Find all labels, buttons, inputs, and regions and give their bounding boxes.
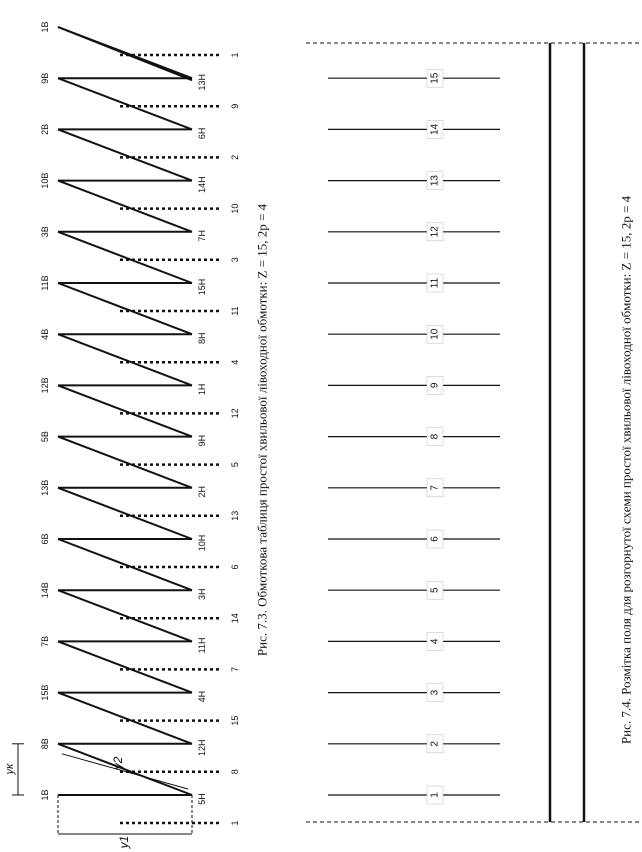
lower-side-label: 5Н [197,793,207,805]
lower-side-label: 8Н [197,332,207,344]
diagonal-connection [58,641,192,692]
diagonal-connection [58,693,192,744]
diagonal-connection [58,385,192,436]
dotted-number-label: 1 [230,820,240,826]
lower-side-label: 4Н [197,690,207,703]
lower-side-label: 15Н [197,278,207,296]
slot-number-label: 13 [429,175,441,187]
slot-number-label: 1 [429,792,441,798]
dotted-number-label: 11 [230,306,240,316]
dotted-number-label: 4 [230,359,240,365]
winding-table [4,21,270,849]
upper-side-label: 3В [40,226,50,238]
upper-side-label: 14В [40,582,50,599]
slot-number-label: 15 [429,72,441,84]
lower-side-label: 13Н [197,73,207,91]
lower-side-label: 9Н [197,434,207,447]
slot-number-label: 11 [429,277,441,289]
slot-number-label: 6 [429,536,441,542]
slot-number-label: 10 [429,328,441,340]
lower-side-label: 1Н [197,383,207,396]
diagonal-connection [58,181,192,232]
lower-side-label: 6Н [197,127,207,140]
dotted-number-label: 8 [230,769,240,775]
dim-yk-label: yк [4,763,16,775]
lower-side-label: 12Н [197,739,207,757]
diagonal-connection [58,129,192,180]
slot-number-label: 14 [429,123,441,135]
upper-side-label: 15В [40,684,50,701]
lower-side-label: 2Н [197,486,207,498]
field-layout [306,43,642,822]
upper-side-label: 2В [40,123,50,135]
upper-coil-side [58,27,192,80]
dotted-number-label: 1 [230,52,240,58]
upper-side-label: 1В [40,21,50,33]
diagonal-connection [58,590,192,641]
figure-7-4-caption: Рис. 7.4. Розмітка поля для розгорнутої схеми простої хвильової лівоходної обмотки: Z = 15, 2p = 4 [618,195,634,745]
dim-y1-label: y1 [117,835,131,849]
diagonal-connection [58,283,192,334]
dotted-number-label: 7 [230,666,240,672]
slot-number-label: 9 [429,382,441,389]
dim-y2-label: y2 [111,756,125,770]
lower-side-label: 11Н [197,637,207,654]
upper-side-label: 1В [40,789,50,801]
dotted-number-label: 5 [230,462,240,468]
diagonal-connection [58,437,192,488]
diagonal-connection [58,539,192,590]
upper-side-label: 13В [40,479,50,496]
upper-side-label: 4В [40,328,50,340]
dotted-number-label: 2 [230,154,240,160]
diagonal-connection [58,744,192,795]
slot-number-label: 3 [429,689,441,696]
diagonal-connection [58,334,192,385]
diagonal-connection [58,232,192,283]
dotted-number-label: 14 [230,613,240,624]
upper-side-label: 6В [40,533,50,545]
dotted-number-label: 6 [230,564,240,570]
upper-side-label: 10В [40,172,50,189]
slot-number-label: 8 [429,433,441,440]
dotted-number-label: 12 [230,408,240,419]
lower-side-label: 14Н [197,176,207,193]
upper-side-label: 12В [40,377,50,394]
figure-7-3-caption: Рис. 7.3. Обмоткова таблиця простої хвильової лівоходної обмотки: Z = 15, 2p = 4 [254,203,270,657]
slot-number-label: 7 [429,485,441,491]
diagonal-connection [58,78,192,129]
upper-side-label: 8В [40,738,50,750]
upper-side-label: 9В [40,72,50,84]
upper-side-label: 11В [40,275,50,291]
dotted-number-label: 13 [230,510,240,521]
slot-number-label: 2 [429,741,441,747]
slot-number-label: 12 [429,226,441,238]
upper-side-label: 5В [40,431,50,443]
slot-number-label: 5 [429,587,441,593]
dotted-number-label: 9 [230,103,240,109]
dotted-number-label: 10 [230,203,240,214]
diagonal-connection [58,488,192,539]
slot-number-label: 4 [429,638,441,645]
lower-side-label: 3Н [197,588,207,600]
upper-side-label: 7В [40,635,50,647]
lower-side-label: 7Н [197,230,207,242]
lower-side-label: 10Н [197,534,207,552]
dotted-number-label: 3 [230,257,240,263]
dotted-number-label: 15 [230,715,240,726]
